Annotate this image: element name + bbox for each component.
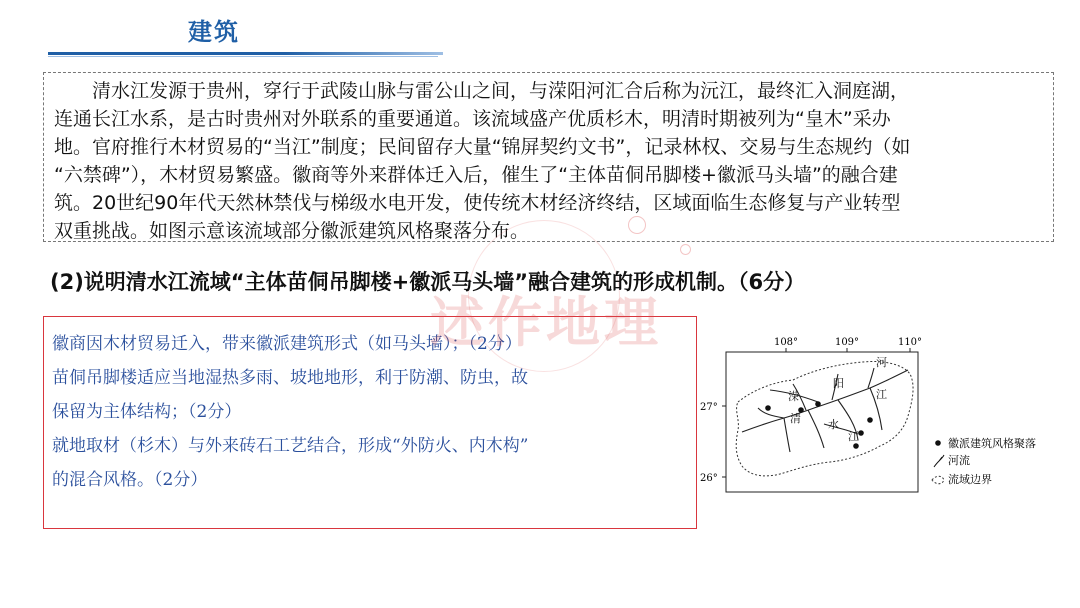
settlement-dot [867,417,873,423]
answer-line: 保留为主体结构；（2分） [52,402,242,422]
legend-boundary: 流域边界 [948,473,992,486]
settlement-dot [815,401,821,407]
tributary [868,368,874,388]
passage-line: “六禁碑”），木材贸易繁盛。徽商等外来群体迁入后，催生了“主体苗侗吊脚楼+徽派马头墙”的融合建 [54,164,898,186]
passage-line: 筑。20世纪90年代天然林禁伐与梯级水电开发，使传统木材经济终结，区域面临生态修复与产业转型 [54,192,901,214]
river-label: 阳 [833,377,844,390]
passage-line: 连通长江水系，是古时贵州对外联系的重要通道。该流域盛产优质杉木，明清时期被列为“皇木”采办 [54,108,891,130]
main-river [742,370,908,432]
lat-label: 27° [700,402,718,413]
section-title: 建筑 [188,17,240,46]
passage-line: 地。官府推行木材贸易的“当江”制度；民间留存大量“锦屏契约文书”，记录林权、交易与生态规约（如 [54,136,911,158]
legend-dot-icon [935,440,941,446]
settlement-dot [858,430,864,436]
river-label: 溁 [788,390,799,403]
passage-line: 清水江发源于贵州，穿行于武陵山脉与雷公山之间，与溁阳河汇合后称为沅江，最终汇入洞庭湖， [54,80,910,102]
basin-map [698,330,1073,500]
legend-boundary-icon [932,476,944,484]
lon-label: 109° [834,337,860,348]
tributary [758,408,784,418]
river-label: 河 [876,356,887,369]
legend-settlement: 徽派建筑风格聚落 [948,437,1036,450]
decor-circle-small [680,244,691,255]
river-label: 江 [876,388,887,401]
basin-boundary [736,362,913,476]
map-frame [726,352,918,492]
river-label: 水 [828,418,839,431]
river-label: 江 [848,430,859,443]
answer-line: 苗侗吊脚楼适应当地湿热多雨、坡地地形，利于防潮、防虫，故 [52,368,528,388]
answer-line: 徽商因木材贸易迁入，带来徽派建筑形式（如马头墙）；（2分） [52,334,522,354]
settlement-dot [853,443,859,449]
question-text: (2)说明清水江流域“主体苗侗吊脚楼+徽派马头墙”融合建筑的形成机制。（6分） [50,270,806,294]
lon-label: 110° [897,337,923,348]
legend-river: 河流 [948,454,970,467]
lat-label: 26° [700,473,718,484]
tributary [808,410,824,448]
legend-river-icon [934,455,944,467]
settlement-dot [765,405,771,411]
passage-line: 双重挑战。如图示意该流域部分徽派建筑风格聚落分布。 [54,220,530,242]
decor-circle [628,216,646,234]
answer-line: 的混合风格。（2分） [52,470,208,490]
title-underline-thin [48,56,438,57]
river-label: 清 [790,412,801,425]
lon-label: 108° [773,337,799,348]
title-underline [48,52,443,55]
answer-line: 就地取材（杉木）与外来砖石工艺结合，形成“外防火、内木构” [52,436,529,456]
watermark-text: 述作地理 [430,291,662,354]
passage-box [43,72,1054,242]
